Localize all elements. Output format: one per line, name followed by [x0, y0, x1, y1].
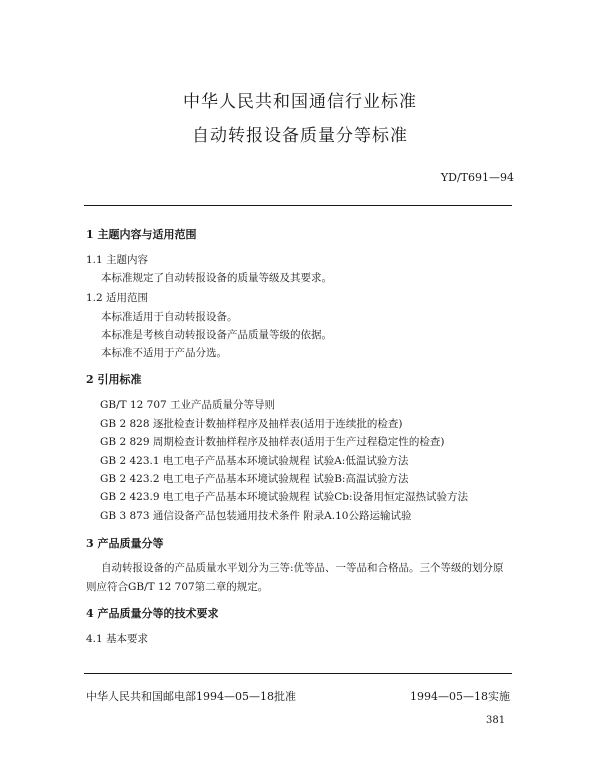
reference-item: GB 2 423.2 电工电子产品基本环境试验规程 试验B:高温试验方法 — [100, 473, 409, 485]
reference-item: GB 3 873 通信设备产品包装通用技术条件 附录A.10公路运输试验 — [100, 510, 412, 522]
reference-item: GB 2 423.1 电工电子产品基本环境试验规程 试验A:低温试验方法 — [100, 455, 409, 467]
section-1-2-line: 本标准不适用于产品分选。 — [101, 347, 227, 359]
section-4-1-heading: 4.1 基本要求 — [86, 633, 149, 645]
reference-item: GB 2 423.9 电工电子产品基本环境试验规程 试验Cb:设备用恒定湿热试验方法 — [100, 491, 468, 503]
section-1-1-heading: 1.1 主题内容 — [86, 254, 149, 266]
document-title: 自动转报设备质量分等标准 — [192, 126, 408, 146]
section-3-paragraph-line: 则应符合GB/T 12 707第二章的规定。 — [86, 581, 269, 593]
section-3-heading: 3 产品质量分等 — [86, 537, 164, 550]
header-divider — [84, 205, 512, 206]
standard-category-title: 中华人民共和国通信行业标准 — [183, 92, 417, 112]
effective-date: 1994—05—18实施 — [410, 690, 510, 703]
section-1-2-heading: 1.2 适用范围 — [86, 292, 149, 304]
approval-line: 中华人民共和国邮电部1994—05—18批准 — [86, 690, 296, 703]
section-1-heading: 1 主题内容与适用范围 — [86, 228, 197, 241]
section-1-1-text: 本标准规定了自动转报设备的质量等级及其要求。 — [101, 272, 332, 284]
footer-divider — [84, 673, 512, 674]
section-1-2-line: 本标准适用于自动转报设备。 — [101, 311, 238, 323]
page-number: 381 — [486, 715, 506, 726]
section-1-2-line: 本标准是考核自动转报设备产品质量等级的依据。 — [101, 329, 332, 341]
section-2-heading: 2 引用标准 — [86, 373, 142, 386]
reference-item: GB 2 829 周期检查计数抽样程序及抽样表(适用于生产过程稳定性的检查) — [100, 436, 445, 448]
section-4-heading: 4 产品质量分等的技术要求 — [86, 607, 219, 620]
reference-item: GB 2 828 逐批检查计数抽样程序及抽样表(适用于连续批的检查) — [100, 418, 403, 430]
section-3-paragraph-line: 自动转报设备的产品质量水平划分为三等:优等品、一等品和合格品。三个等级的划分原 — [101, 562, 504, 574]
reference-item: GB/T 12 707 工业产品质量分等导则 — [100, 399, 276, 411]
standard-code: YD/T691—94 — [440, 171, 514, 184]
